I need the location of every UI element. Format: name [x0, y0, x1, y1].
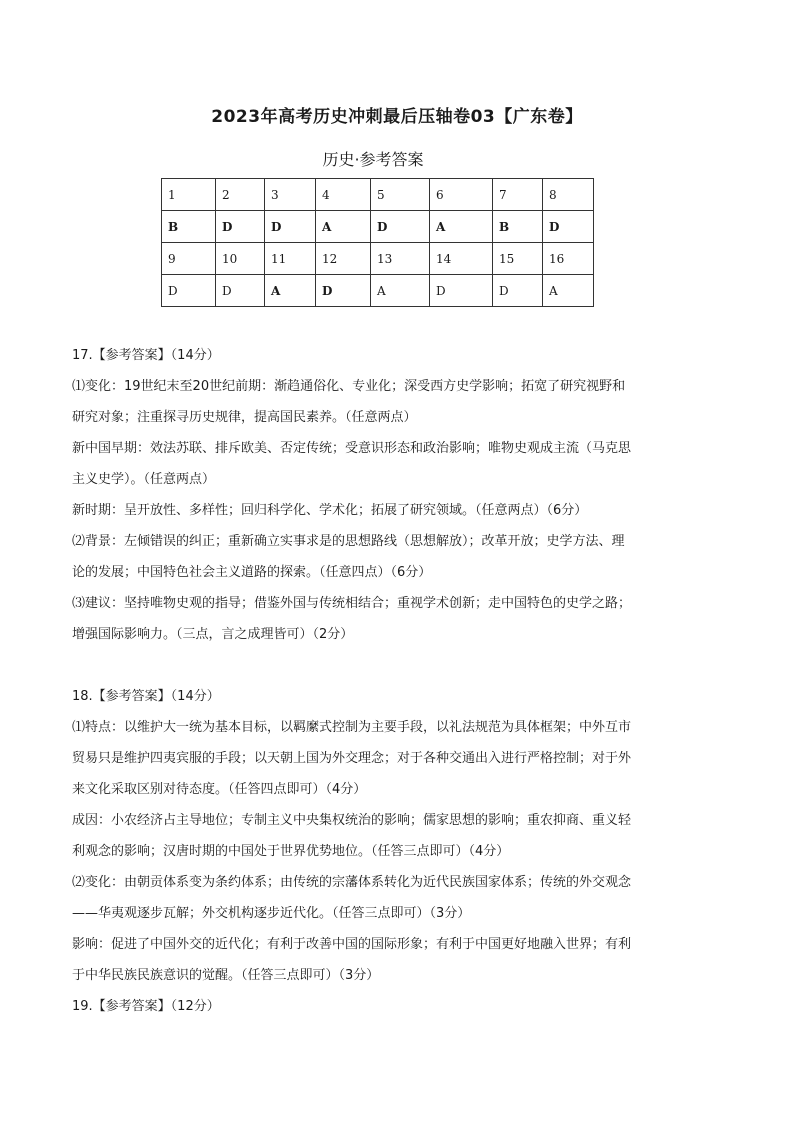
- answer-line: 影响：促进了中国外交的近代化；有利于改善中国的国际形象；有利于中国更好地融入世界；有利: [72, 937, 632, 952]
- answer-cell: D: [430, 275, 493, 307]
- answer-line: ⑵背景：左倾错误的纠正；重新确立实事求是的思想路线（思想解放）；改革开放；史学方法、理: [72, 534, 625, 549]
- question-section: [72, 991, 722, 1022]
- question-number-cell: 5: [371, 179, 430, 211]
- question-number-cell: 14: [430, 243, 493, 275]
- question-number-cell: 11: [265, 243, 316, 275]
- question-section: [72, 340, 722, 650]
- answer-line: 来文化采取区别对待态度。（任答四点即可）（4分）: [72, 782, 367, 797]
- answer-cell: D: [316, 275, 371, 307]
- answer-line: 主义史学）。（任意两点）: [72, 472, 216, 487]
- question-number-cell: 6: [430, 179, 493, 211]
- question-number-cell: 7: [493, 179, 543, 211]
- answer-line: 论的发展；中国特色社会主义道路的探索。（任意四点）（6分）: [72, 565, 432, 580]
- answer-cell: A: [316, 211, 371, 243]
- answer-cell: D: [371, 211, 430, 243]
- answer-line: ⑵变化：由朝贡体系变为条约体系；由传统的宗藩体系转化为近代民族国家体系；传统的外交观念: [72, 875, 632, 890]
- page-subtitle: 历史·参考答案: [322, 150, 424, 169]
- question-number-cell: 15: [493, 243, 543, 275]
- answer-cell: D: [216, 275, 265, 307]
- page-title: 2023年高考历史冲刺最后压轴卷03【广东卷】: [211, 107, 583, 127]
- question-number-cell: 13: [371, 243, 430, 275]
- answer-line: 贸易只是维护四夷宾服的手段；以天朝上国为外交理念；对于各种交通出入进行严格控制；对于外: [72, 751, 632, 766]
- answer-table-row: [162, 179, 594, 211]
- question-number-cell: 16: [543, 243, 594, 275]
- answer-cell: A: [543, 275, 594, 307]
- answer-cell: D: [493, 275, 543, 307]
- answer-line: ⑴变化：19世纪末至20世纪前期：渐趋通俗化、专业化；深受西方史学影响；拓宽了研究视野和: [72, 379, 626, 394]
- answer-line: ——华夷观逐步瓦解；外交机构逐步近代化。（任答三点即可）（3分）: [72, 906, 471, 921]
- answer-cell: B: [493, 211, 543, 243]
- section-gap: [72, 650, 722, 681]
- answer-cell: A: [371, 275, 430, 307]
- question-number-cell: 3: [265, 179, 316, 211]
- question-number-cell: 1: [162, 179, 216, 211]
- answer-line: ⑶建议：坚持唯物史观的指导；借鉴外国与传统相结合；重视学术创新；走中国特色的史学之路；: [72, 596, 632, 611]
- answer-cell: D: [265, 211, 316, 243]
- question-heading: 17.【参考答案】（14分）: [72, 348, 220, 363]
- question-heading: 18.【参考答案】（14分）: [72, 689, 220, 704]
- answer-table-row: [162, 275, 594, 307]
- question-heading: 19.【参考答案】（12分）: [72, 999, 220, 1014]
- answer-line: 于中华民族民族意识的觉醒。（任答三点即可）（3分）: [72, 968, 380, 983]
- answer-line: 新中国早期：效法苏联、排斥欧美、否定传统；受意识形态和政治影响；唯物史观成主流（马克思: [72, 441, 632, 456]
- question-number-cell: 12: [316, 243, 371, 275]
- question-number-cell: 9: [162, 243, 216, 275]
- answer-line: ⑴特点：以维护大一统为基本目标，以羁縻式控制为主要手段，以礼法规范为具体框架；中外互市: [72, 720, 632, 735]
- answer-line: 研究对象；注重探寻历史规律，提高国民素养。（任意两点）: [72, 410, 417, 425]
- answer-line: 增强国际影响力。（三点，言之成理皆可）（2分）: [72, 627, 354, 642]
- answer-cell: D: [543, 211, 594, 243]
- question-number-cell: 10: [216, 243, 265, 275]
- question-number-cell: 8: [543, 179, 594, 211]
- answer-line: 新时期：呈开放性、多样性；回归科学化、学术化；拓展了研究领域。（任意两点）（6分）: [72, 503, 588, 518]
- answer-line: 成因：小农经济占主导地位；专制主义中央集权统治的影响；儒家思想的影响；重农抑商、重义轻: [72, 813, 632, 828]
- answer-cell: D: [216, 211, 265, 243]
- answer-table-row: [162, 211, 594, 243]
- question-number-cell: 2: [216, 179, 265, 211]
- answer-table-row: [162, 243, 594, 275]
- answer-cell: B: [162, 211, 216, 243]
- answer-content: [72, 340, 722, 1022]
- answer-cell: A: [265, 275, 316, 307]
- answer-table: [161, 178, 594, 307]
- answer-line: 利观念的影响；汉唐时期的中国处于世界优势地位。（任答三点即可）（4分）: [72, 844, 510, 859]
- question-section: [72, 681, 722, 991]
- answer-cell: A: [430, 211, 493, 243]
- question-number-cell: 4: [316, 179, 371, 211]
- answer-cell: D: [162, 275, 216, 307]
